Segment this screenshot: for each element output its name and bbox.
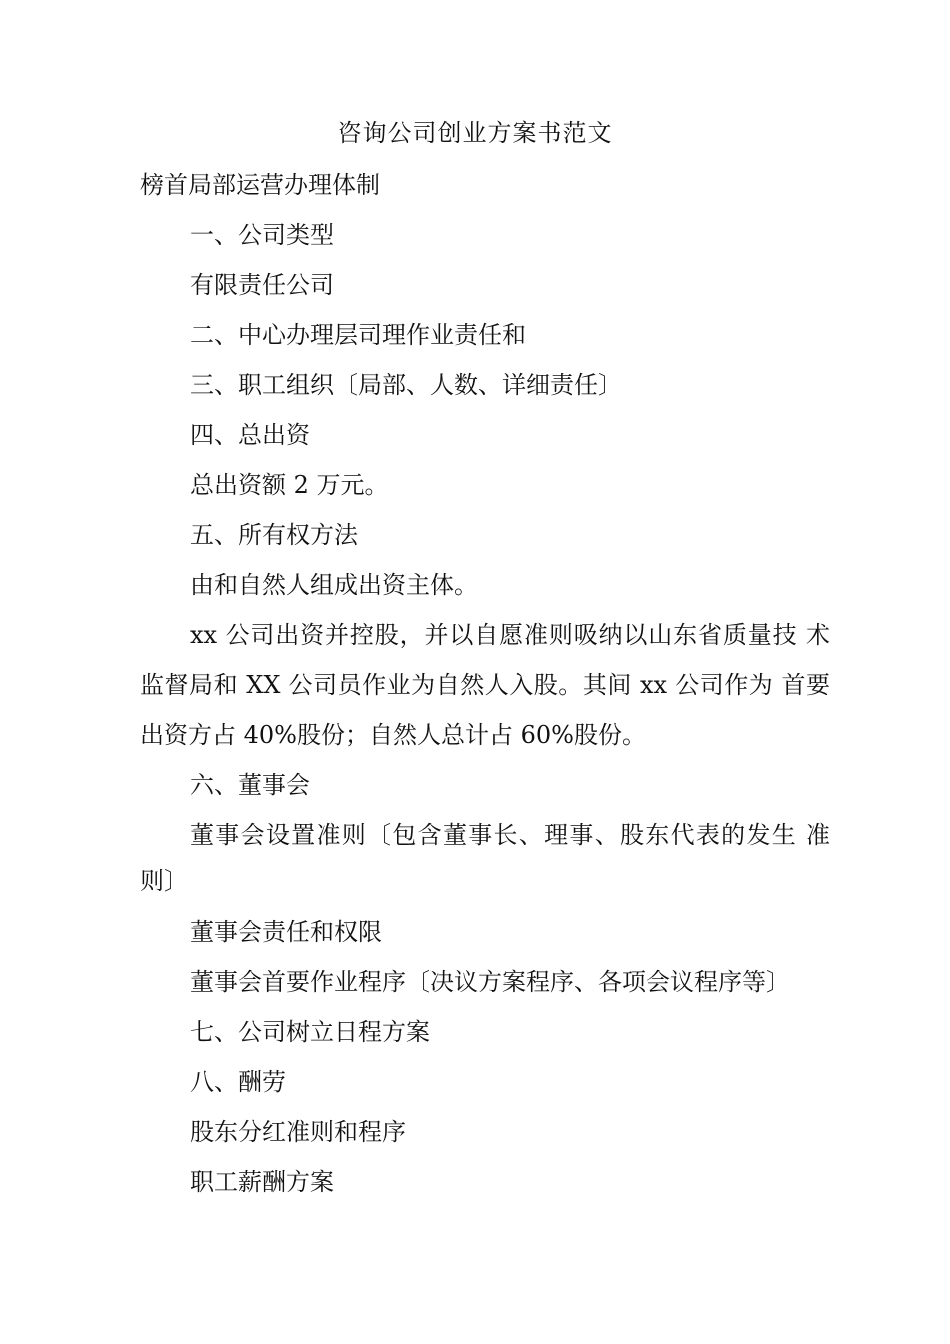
paragraph-line: 三、职工组织〔局部、人数、详细责任〕 — [190, 371, 622, 399]
paragraph-line: 职工薪酬方案 — [190, 1168, 334, 1196]
paragraph-line: 五、所有权方法 — [190, 521, 358, 549]
paragraph-line: 由和自然人组成出资主体。 — [190, 571, 478, 599]
paragraph-line: 有限责任公司 — [190, 271, 334, 299]
paragraph-line: 四、总出资 — [190, 421, 310, 449]
paragraph-line: 董事会设置准则〔包含董事长、理事、股东代表的发生 准 — [190, 821, 830, 849]
paragraph-line: 则〕 — [140, 867, 188, 895]
paragraph-line: 二、中心办理层司理作业责任和 — [190, 321, 526, 349]
paragraph-line: 一、公司类型 — [190, 221, 334, 249]
paragraph-line: 七、公司树立日程方案 — [190, 1018, 430, 1046]
document-title: 咨询公司创业方案书范文 — [337, 119, 613, 147]
paragraph-line: xx 公司出资并控股，并以自愿准则吸纳以山东省质量技 术 — [190, 621, 830, 649]
paragraph-line: 董事会责任和权限 — [190, 918, 382, 946]
section-heading: 榜首局部运营办理体制 — [140, 171, 380, 199]
paragraph-line: 总出资额 2 万元。 — [190, 471, 389, 499]
paragraph-line: 股东分红准则和程序 — [190, 1118, 406, 1146]
paragraph-line: 董事会首要作业程序〔决议方案程序、各项会议程序等〕 — [190, 968, 790, 996]
paragraph-line: 六、董事会 — [190, 771, 310, 799]
paragraph-line: 监督局和 XX 公司员作业为自然人入股。其间 xx 公司作为 首要 — [140, 671, 830, 699]
paragraph-line: 八、酬劳 — [190, 1068, 286, 1096]
paragraph-line: 出资方占 40%股份；自然人总计占 60%股份。 — [140, 721, 646, 749]
